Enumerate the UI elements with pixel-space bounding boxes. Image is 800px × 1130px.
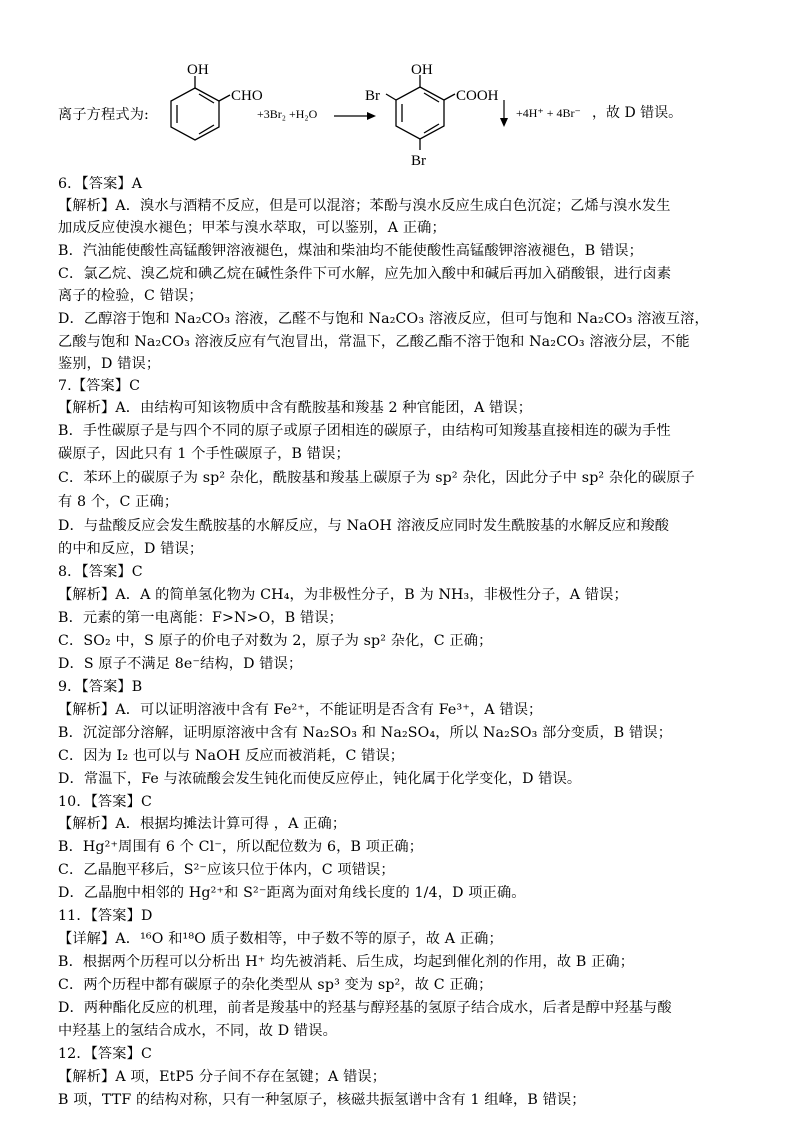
reactant-reagents: +3Br₂ +H₂O xyxy=(257,107,318,121)
text-line: 离子的检验，C 错误； xyxy=(58,288,203,304)
text-line: D．常温下，Fe 与浓硫酸会发生钝化而使反应停止，钝化属于化学变化，D 错误。 xyxy=(58,771,582,787)
equation-tail: ，故 D 错误。 xyxy=(592,105,683,121)
reactant-cho-label: CHO xyxy=(231,88,263,104)
text-line: 10．【答案】C xyxy=(58,794,152,810)
text-line: B．元素的第一电离能：F>N>O，B 错误； xyxy=(58,610,343,626)
text-line: D．S 原子不满足 8e⁻结构，D 错误； xyxy=(58,656,303,672)
text-line: B．根据两个历程可以分析出 H⁺ 均先被消耗、后生成，均起到催化剂的作用，故 B 正确； xyxy=(58,954,635,970)
text-line: 碳原子，因此只有 1 个手性碳原子，B 错误； xyxy=(58,446,350,462)
reaction-equation xyxy=(0,0,800,175)
text-line: C．乙晶胞平移后，S²⁻应该只位于体内，C 项错误； xyxy=(58,862,395,878)
equation-lead: 离子方程式为: xyxy=(58,107,149,123)
text-line: 乙酸与饱和 Na₂CO₃ 溶液反应有气泡冒出，常温下，乙酸乙酯不溶于饱和 Na₂CO₃ 溶液分层，不能 xyxy=(58,334,690,350)
text-line: 【解析】A．可以证明溶液中含有 Fe²⁺，不能证明是否含有 Fe³⁺，A 错误； xyxy=(58,702,543,718)
text-line: 12．【答案】C xyxy=(58,1046,152,1062)
text-line: C．苯环上的碳原子为 sp² 杂化，酰胺基和羧基上碳原子为 sp² 杂化，因此分子中 sp² 杂化的碳原子 xyxy=(58,470,695,486)
precipitate-arrow xyxy=(500,100,508,127)
text-line: B 项，TTF 的结构对称，只有一种氢原子，核磁共振氢谱中含有 1 组峰，B 错误； xyxy=(58,1092,586,1108)
text-line: C．因为 I₂ 也可以与 NaOH 反应而被消耗，C 错误； xyxy=(58,748,405,764)
text-line: D．与盐酸反应会发生酰胺基的水解反应，与 NaOH 溶液反应同时发生酰胺基的水解反应和羧酸 xyxy=(58,518,670,534)
text-line: B．手性碳原子是与四个不同的原子或原子团相连的碳原子，由结构可知羧基直接相连的碳为手性 xyxy=(58,423,671,439)
text-line: 7.【答案】C xyxy=(58,378,141,394)
text-line: D．两种酯化反应的机理，前者是羧基中的羟基与醇羟基的氢原子结合成水，后者是醇中羟基与酸 xyxy=(58,1000,672,1016)
text-line: B．Hg²⁺周围有 6 个 Cl⁻，所以配位数为 6，B 项正确； xyxy=(58,839,424,855)
text-line: D．乙晶胞中相邻的 Hg²⁺和 S²⁻距离为面对角线长度的 1/4，D 项正确。 xyxy=(58,885,526,901)
text-line: 【解析】A 项，EtP5 分子间不存在氢键；A 错误； xyxy=(58,1069,387,1085)
text-line: C．SO₂ 中，S 原子的价电子对数为 2，原子为 sp² 杂化，C 正确； xyxy=(58,633,493,649)
reactant-oh-label: OH xyxy=(187,62,209,78)
text-line: 有 8 个，C 正确； xyxy=(58,494,179,510)
text-line: B．沉淀部分溶解，证明原溶液中含有 Na₂SO₃ 和 Na₂SO₄，所以 Na₂SO₃ 部分变质，B 错误； xyxy=(58,725,673,741)
text-line: 的中和反应，D 错误； xyxy=(58,541,204,557)
text-line: B．汽油能使酸性高锰酸钾溶液褪色，煤油和柴油均不能使酸性高锰酸钾溶液褪色，B 错误； xyxy=(58,243,643,259)
text-line: 8．【答案】C xyxy=(58,564,143,580)
text-line: 11．【答案】D xyxy=(58,908,153,924)
text-line: D．乙醇溶于饱和 Na₂CO₃ 溶液，乙醛不与饱和 Na₂CO₃ 溶液反应，但可与饱和 Na₂CO₃ 溶液互溶， xyxy=(58,311,709,327)
text-line: 【解析】A．由结构可知该物质中含有酰胺基和羧基 2 种官能团，A 错误； xyxy=(58,400,533,416)
product-ions: +4H⁺ + 4Br⁻ xyxy=(516,106,581,120)
text-line: C．氯乙烷、溴乙烷和碘乙烷在碱性条件下可水解，应先加入酸中和碱后再加入硝酸银，进行卤素 xyxy=(58,266,672,282)
product-oh-label: OH xyxy=(411,62,433,78)
salicylaldehyde-structure xyxy=(171,76,230,140)
text-line: 6．【答案】A xyxy=(58,176,143,192)
reaction-arrow xyxy=(334,112,376,120)
text-line: 【解析】A．根据均摊法计算可得 ，A 正确； xyxy=(58,816,347,832)
text-line: 鉴别，D 错误； xyxy=(58,356,161,372)
product-br-bottom-label: Br xyxy=(411,153,426,169)
text-line: C．两个历程中都有碳原子的杂化类型从 sp³ 变为 sp²，故 C 正确； xyxy=(58,977,493,993)
product-br-left-label: Br xyxy=(365,88,380,104)
text-line: 中羟基上的氢结合成水，不同，故 D 错误。 xyxy=(58,1023,337,1039)
text-line: 【解析】A．溴水与酒精不反应，但是可以混溶；苯酚与溴水反应生成白色沉淀；乙烯与溴水发生 xyxy=(58,198,671,214)
text-line: 加成反应使溴水褪色；甲苯与溴水萃取，可以鉴别，A 正确； xyxy=(58,220,446,236)
text-line: 9．【答案】B xyxy=(58,679,143,695)
text-line: 【详解】A．¹⁶O 和¹⁸O 质子数相等，中子数不等的原子，故 A 正确； xyxy=(58,931,503,947)
dibromosalicylic-acid-structure xyxy=(386,75,455,150)
product-cooh-label: COOH xyxy=(456,88,499,104)
text-line: 【解析】A．A 的简单氢化物为 CH₄，为非极性分子，B 为 NH₃，非极性分子，A 错误； xyxy=(58,587,628,603)
